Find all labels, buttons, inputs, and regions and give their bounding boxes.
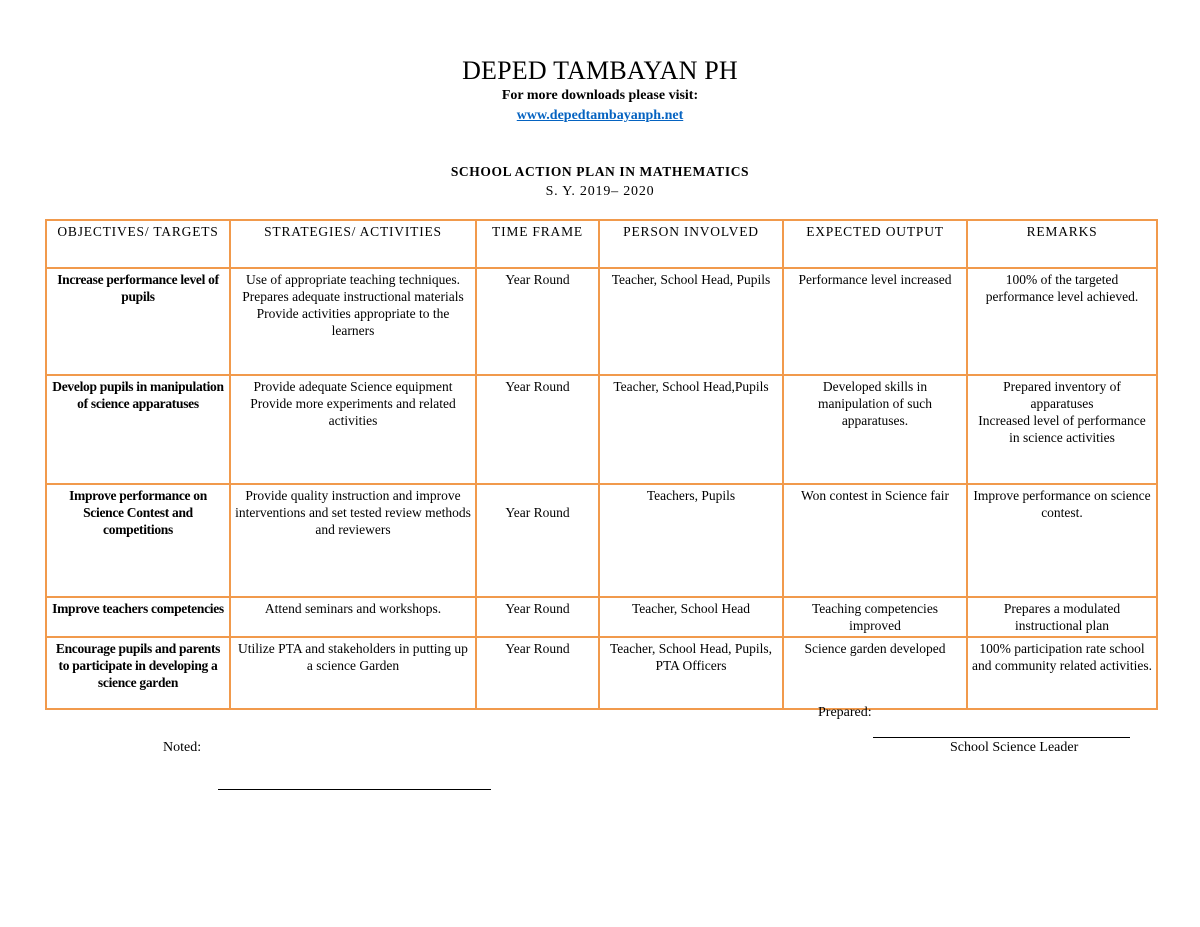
prepared-label: Prepared: — [818, 705, 872, 720]
site-title: DEPED TAMBAYAN PH — [462, 56, 738, 85]
persons-cell: Teacher, School Head,Pupils — [599, 375, 783, 484]
remarks-cell: 100% of the targeted performance level achieved. — [967, 268, 1157, 375]
strategies-cell: Provide quality instruction and improve interventions and set tested review methods and reviewers — [230, 484, 476, 597]
expected-output-cell: Teaching competencies improved — [783, 597, 967, 637]
expected-output-cell: Science garden developed — [783, 637, 967, 709]
expected-output-cell: Developed skills in manipulation of such apparatuses. — [783, 375, 967, 484]
prepared-signature-line — [873, 737, 1130, 738]
strategies-cell: Utilize PTA and stakeholders in putting up a science Garden — [230, 637, 476, 709]
action-plan-table — [45, 219, 1158, 710]
expected-output-cell: Won contest in Science fair — [783, 484, 967, 597]
strategies-cell — [230, 375, 476, 484]
persons-cell: Teachers, Pupils — [599, 484, 783, 597]
strategy-line: Use of appropriate teaching techniques. — [245, 272, 461, 287]
strategies-cell — [230, 268, 476, 375]
objective-cell: Encourage pupils and parents to participate in developing a science garden — [46, 637, 230, 709]
column-header-objectives: OBJECTIVES/ TARGETS — [46, 220, 230, 268]
prepared-role: School Science Leader — [950, 740, 1079, 755]
strategies-cell: Attend seminars and workshops. — [230, 597, 476, 637]
strategy-line: Provide activities appropriate to the learners — [256, 306, 450, 338]
persons-cell: Teacher, School Head — [599, 597, 783, 637]
expected-output-cell: Performance level increased — [783, 268, 967, 375]
objective-cell: Improve teachers competencies — [46, 597, 230, 637]
objective-cell: Increase performance level of pupils — [46, 268, 230, 375]
table-row — [46, 637, 1157, 709]
visit-text: For more downloads please visit: — [501, 88, 699, 103]
strategy-line: Provide more experiments and related activities — [250, 396, 456, 428]
column-header-strategies: STRATEGIES/ ACTIVITIES — [230, 220, 476, 268]
school-year: S. Y. 2019– 2020 — [545, 184, 655, 199]
table-row — [46, 597, 1157, 637]
remarks-cell: Improve performance on science contest. — [967, 484, 1157, 597]
strategy-line: Provide adequate Science equipment — [253, 379, 453, 394]
website-link[interactable]: www.depedtambayanph.net — [516, 108, 684, 123]
time-frame-cell: Year Round — [476, 484, 599, 597]
table-row — [46, 268, 1157, 375]
objective-cell: Develop pupils in manipulation of science apparatuses — [46, 375, 230, 484]
table-header-row — [46, 220, 1157, 268]
time-frame-cell: Year Round — [476, 637, 599, 709]
objective-cell: Improve performance on Science Contest and competitions — [46, 484, 230, 597]
table-row — [46, 484, 1157, 597]
column-header-remarks: REMARKS — [967, 220, 1157, 268]
document-title: SCHOOL ACTION PLAN IN MATHEMATICS — [450, 164, 750, 179]
visit-link-wrapper — [0, 108, 1200, 124]
remarks-cell: Prepares a modulated instructional plan — [967, 597, 1157, 637]
remarks-cell — [967, 375, 1157, 484]
remarks-cell: 100% participation rate school and community related activities. — [967, 637, 1157, 709]
strategy-line: Prepares adequate instructional materials — [242, 289, 464, 304]
column-header-persons: PERSON INVOLVED — [599, 220, 783, 268]
noted-label: Noted: — [163, 740, 202, 755]
column-header-expected: EXPECTED OUTPUT — [783, 220, 967, 268]
remark-line: Increased level of performance in science activities — [978, 413, 1146, 445]
persons-cell: Teacher, School Head, Pupils, PTA Officers — [599, 637, 783, 709]
time-frame-cell: Year Round — [476, 375, 599, 484]
time-frame-cell: Year Round — [476, 268, 599, 375]
remark-line: Prepared inventory of apparatuses — [1003, 379, 1121, 411]
column-header-time-frame: TIME FRAME — [476, 220, 599, 268]
noted-signature-line — [218, 789, 491, 790]
time-frame-cell: Year Round — [476, 597, 599, 637]
persons-cell: Teacher, School Head, Pupils — [599, 268, 783, 375]
table-row — [46, 375, 1157, 484]
